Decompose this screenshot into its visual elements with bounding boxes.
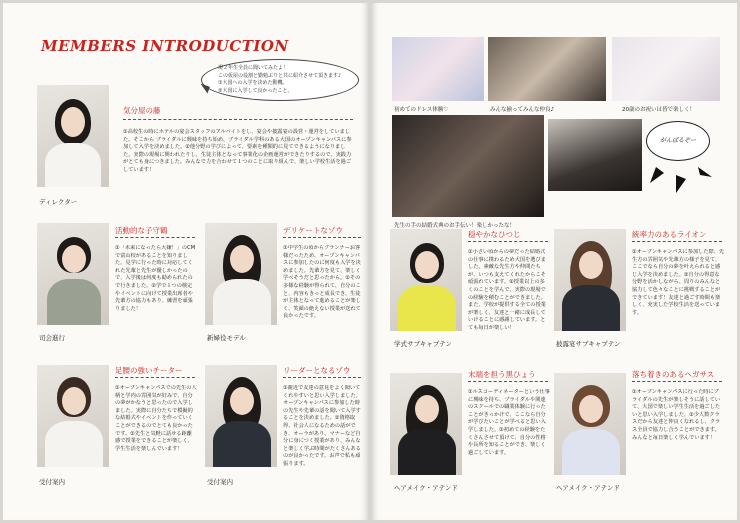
gallery-caption: 初めてのドレス体験♡ xyxy=(394,107,449,113)
member-photo xyxy=(554,373,626,475)
heading-rule xyxy=(468,381,548,382)
member-text: ①オープンキャンパスに行った時にブライダルの先生が楽しそうに話していて、大国で楽しい学生生活を過ごしたいと思い入学しました。②少人数クラスだから友達と仲良くなれるし、クラス全員で協力し合うことができます。みんなと毎日楽しく学んでいます！ xyxy=(632,389,721,441)
speech-spikes xyxy=(646,153,716,203)
member-text: ①オープンキャンパスでの先生の人柄と学内の雰囲気が好みで、自分の夢がかなうと思ったので入学しました。実際に自分たちで模擬的な結婚式やイベントを作っていくことができるのでとても良かったです。②先生と気軽に話せる距離感で授業をできることが楽しく、学生生活を楽しんでいます！ xyxy=(115,385,197,452)
gallery-photo xyxy=(612,37,720,101)
heading-rule xyxy=(632,241,722,242)
intro-bubble xyxy=(201,59,359,101)
member-text: ①「未来になったら大嫌！」のCMで富山校があることを知りました。見学に行った時に対応してくれた先輩と先生が優しかったので、入学後は何度も勧められたので行きました。②学で１つの検定やイベントに向けて授業出席者や先輩方の協力もあり、練習を頑張りました！ xyxy=(115,245,196,312)
heading-rule xyxy=(123,119,353,120)
member-heading: 穏やかなひつじ xyxy=(468,230,521,239)
member-photo xyxy=(554,229,626,331)
member-caption: 受付案内 xyxy=(207,478,233,486)
member-heading: 末端を担う黒ひょう xyxy=(468,370,536,379)
heading-rule xyxy=(115,377,195,378)
member-photo xyxy=(37,365,109,467)
member-heading: デリケートなゾウ xyxy=(283,226,343,235)
member-text: ①中学生の頃からブランナーお客様だったため、オープンキャンパスに参加したのに何度も入学を決めました。先輩方を見て、楽しく学べそうだと思ったから。②その多様な経験が得られて、自分のこと、内容もきっと成長でき、生徒が主体となって進めることが楽しく、笑顔の絶えない授業が送れて良かったです。 xyxy=(283,245,361,320)
intro-line: ②大国に入学して良かったこと。 xyxy=(218,87,293,94)
left-page xyxy=(3,3,368,520)
heading-rule xyxy=(115,237,195,238)
member-heading: 統率力のあるライオン xyxy=(632,230,707,239)
member-photo xyxy=(390,373,462,475)
member-text: ①小さい頃からの夢だった結婚式の仕事に携わるため大国を選びました。素敵な先生方や仲間たちが、いつも支えてくれたからこそ頑張れています。②授業以上の多くのことを学んで、実際の現場での経験を積むことができました。また、学校が提供する全ての授業が楽しく、友達と一緒に成長していけることに感謝しています。とても毎日が楽しい！ xyxy=(468,249,546,331)
member-caption: 新婦役モデル xyxy=(207,334,246,342)
heading-rule xyxy=(468,241,548,242)
gallery-caption: みんな揃ってみんな仲良♪ xyxy=(490,107,555,113)
speech-bubble: がんばるぞー xyxy=(646,121,710,161)
member-caption: 学式サブキャプテン xyxy=(394,340,452,348)
member-text: ①高校生の時にホテルの宴会スタッフのアルバイトをし、宴会や披露宴の設営・運営をしていました。そこから ブライダルに興味を持ち始め、ブライダル学科のある大国のオープンキャンパスに参加して入学を決めました。②他分野の学びによって、要素を種類的に見てできるようになりました。実際の現場に関われたりし、生徒主体となって事業化の企画運営ができたりするので、実践力がとても身につきました。みんなで力を合わせて１つのことに取り組んで、楽しい学校生活を過ごしています！ xyxy=(123,129,352,173)
member-text: ①オープンキャンパスに参加した際、先生方の雰囲気や先輩方の様子を見て、ここでなら自分の夢を叶えられると感じ入学を決めました。②自分の得意な分野を活かしながら、周りのみんなと協力して色々なことに挑戦することができています！友達と過ごす時間も楽しく、充実した学校生活を送っています。 xyxy=(632,249,724,316)
member-heading: 活動的な子守鶴 xyxy=(115,226,168,235)
member-heading: 落ち着きのあるヘガサス xyxy=(632,370,715,379)
member-photo xyxy=(37,85,109,187)
member-photo xyxy=(37,223,109,325)
gallery-photo xyxy=(392,115,544,217)
member-heading: 足腰の強いチーター xyxy=(115,366,183,375)
heading-rule xyxy=(632,381,722,382)
heading-rule xyxy=(283,377,361,378)
member-photo xyxy=(390,229,462,331)
member-caption: 受付案内 xyxy=(39,478,65,486)
gallery-photo xyxy=(548,119,642,191)
member-heading: 気分屋の藤 xyxy=(123,106,161,115)
member-photo xyxy=(205,365,277,467)
member-caption: ヘアメイク・アテンド xyxy=(394,484,458,492)
gallery-photo xyxy=(392,37,484,101)
intro-line: 現２年生全員に聞いてみたよ！ xyxy=(218,65,289,71)
member-caption: ヘアメイク・アテンド xyxy=(556,484,620,492)
member-caption: 披露宴サブキャプテン xyxy=(556,340,621,348)
member-caption: 司会進行 xyxy=(39,334,65,342)
right-page xyxy=(372,3,737,520)
page-title: MEMBERS INTRODUCTION xyxy=(41,37,289,55)
gallery-photo xyxy=(488,37,606,101)
heading-rule xyxy=(283,237,361,238)
member-photo xyxy=(205,223,277,325)
intro-line: ①大国への入学を決めた動機。 xyxy=(218,80,288,86)
member-text: ①ルスコーディネーターという仕事に興味を持ち、ブライダルや関連のスクールでの職業体験に行ったことがきっかけで、ここなら自分が学びたいことが学べると思い入学しました。②初めての経験をたくさんさせて頂けて、自分の性格や長所を知ることができ、楽しく過ごしています。 xyxy=(468,389,550,456)
gallery-caption: 先生の手の結婚式典のお手伝い！楽しかったな！ xyxy=(394,223,516,229)
gallery-caption: 20歳のお祝いは皆で楽しく！ xyxy=(622,107,695,113)
intro-line: この仮屋の役割と勤勉ぶりと共に紹介させて頂きます♪ xyxy=(218,72,342,79)
member-caption: ディレクター xyxy=(39,198,78,206)
member-text: ①親近で友達の意見をよく聞いてくれやすいと思い入学しました。オープンキャンパスに参加した時の先生や先輩の話を聞いて入学することを決めました。②資格取得、社会人になるための話ができ、オーラがあり、マナーなど自分に身につく授業があり、みんなと楽しく学ぶ時間がたくさんあるのが良かったです。お声で私も頑張ります。 xyxy=(283,385,361,467)
member-heading: リーダーとなるゾウ xyxy=(283,366,351,375)
